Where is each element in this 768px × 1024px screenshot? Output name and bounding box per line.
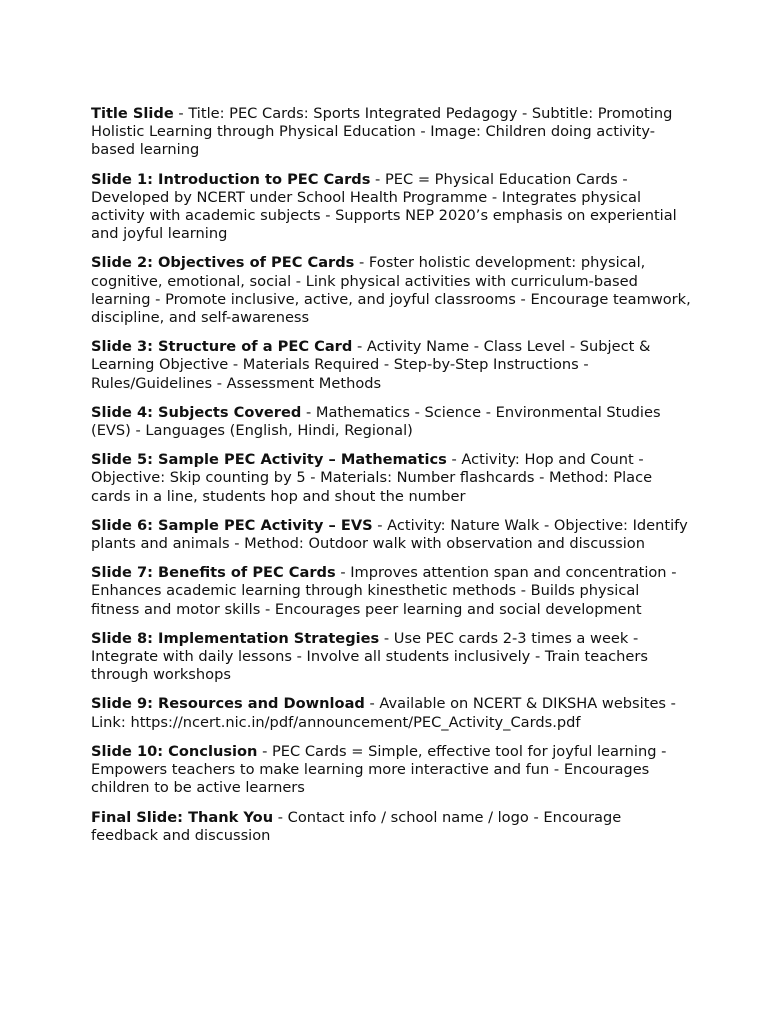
paragraph-heading: Slide 10: Conclusion	[91, 742, 258, 760]
paragraph-slide-6	[91, 517, 691, 553]
paragraph-heading: Final Slide: Thank You	[91, 808, 274, 826]
paragraph-body: - Improves attention span and concentration - Enhances academic learning through kinesthetic methods - Builds physical fitness and motor skills - Encourages peer learning and social development	[91, 564, 677, 618]
paragraph-slide-8	[91, 630, 691, 685]
paragraph-body: - Title: PEC Cards: Sports Integrated Pedagogy - Subtitle: Promoting Holistic Learning through Physical Education - Image: Children doing activity-based learning	[91, 105, 673, 159]
paragraph-heading: Slide 9: Resources and Download	[91, 695, 365, 713]
paragraph-body: - Contact info / school name / logo - Encourage feedback and discussion	[91, 808, 622, 844]
paragraph-body: - Activity Name - Class Level - Subject & Learning Objective - Materials Required - Step-by-Step Instructions - Rules/Guidelines - Assessment Methods	[91, 338, 651, 392]
paragraph-title-slide	[91, 105, 691, 160]
paragraph-heading: Slide 8: Implementation Strategies	[91, 629, 380, 647]
paragraph-body: - Available on NCERT & DIKSHA websites - Link: https://ncert.nic.in/pdf/announcement/PEC_Activity_Cards.pdf	[91, 695, 676, 731]
paragraph-heading: Slide 6: Sample PEC Activity – EVS	[91, 516, 373, 534]
paragraph-final-slide	[91, 809, 691, 845]
paragraph-body: - Use PEC cards 2-3 times a week - Integrate with daily lessons - Involve all students inclusively - Train teachers through workshops	[91, 629, 648, 684]
paragraph-heading: Slide 5: Sample PEC Activity – Mathematics	[91, 451, 447, 469]
paragraph-body: - PEC = Physical Education Cards - Developed by NCERT under School Health Programme - Integrates physical activity with academic subjects - Supports NEP 2020’s emphasis on experiential and joyful learning	[91, 170, 677, 243]
paragraph-slide-4	[91, 404, 691, 440]
paragraph-slide-1	[91, 171, 691, 244]
paragraph-heading: Slide 4: Subjects Covered	[91, 403, 302, 421]
paragraph-body: - PEC Cards = Simple, effective tool for joyful learning - Empowers teachers to make learning more interactive and fun - Encourages children to be active learners	[91, 742, 667, 797]
paragraph-heading: Slide 1: Introduction to PEC Cards	[91, 170, 371, 188]
paragraph-body: - Foster holistic development: physical, cognitive, emotional, social - Link physical activities with curriculum-based learning - Promote inclusive, active, and joyful classrooms - Encourage teamwork, discipline, and self-awareness	[91, 254, 691, 327]
paragraph-heading: Slide 3: Structure of a PEC Card	[91, 338, 353, 356]
paragraph-slide-5	[91, 451, 691, 506]
paragraph-heading: Slide 7: Benefits of PEC Cards	[91, 564, 336, 582]
paragraph-slide-2	[91, 254, 691, 327]
paragraph-body: - Mathematics - Science - Environmental Studies (EVS) - Languages (English, Hindi, Regional)	[91, 403, 661, 440]
paragraph-slide-9	[91, 695, 691, 731]
paragraph-heading: Slide 2: Objectives of PEC Cards	[91, 254, 355, 272]
paragraph-body: - Activity: Hop and Count - Objective: Skip counting by 5 - Materials: Number flashcards - Method: Place cards in a line, students hop and shout the number	[91, 451, 653, 505]
paragraph-slide-3	[91, 338, 691, 393]
paragraph-slide-10	[91, 743, 691, 798]
paragraph-slide-7	[91, 564, 691, 619]
paragraph-heading: Title Slide	[91, 105, 174, 122]
paragraph-body: - Activity: Nature Walk - Objective: Identify plants and animals - Method: Outdoor walk with observation and discussion	[91, 516, 688, 553]
document-page	[91, 105, 691, 856]
